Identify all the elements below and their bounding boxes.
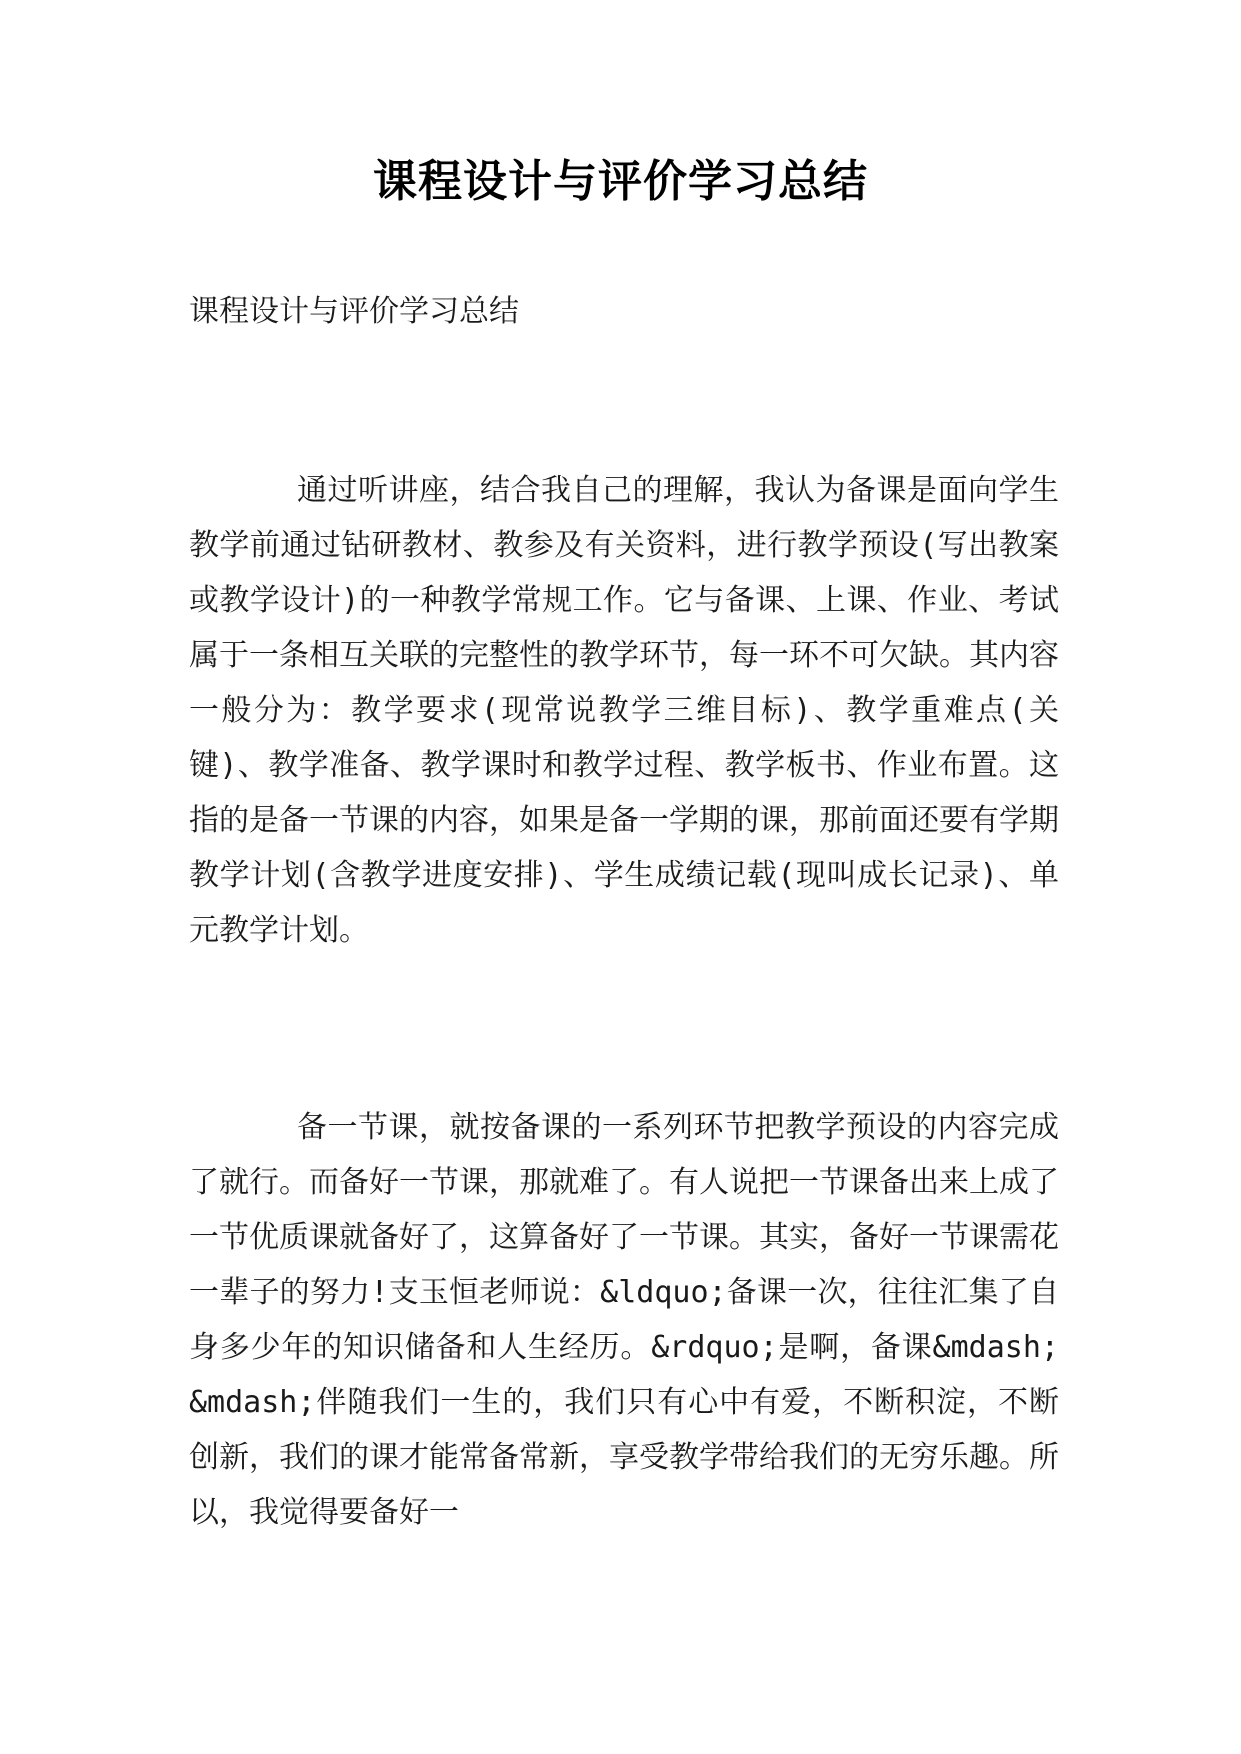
document-title: 课程设计与评价学习总结 — [373, 156, 868, 207]
document-subtitle: 课程设计与评价学习总结 — [189, 294, 519, 329]
body-paragraph-2: 备一节课，就按备课的一系列环节把教学预设的内容完成了就行。而备好一节课，那就难了。有人说把一节课备出来上成了一节优质课就备好了，这算备好了一节课。其实，备好一节课需花一辈子的努力!支玉恒老师说：&ldquo;备课一次，往往汇集了自身多少年的知识储备和人生经历。&rdquo;是啊，备课&mdash;&mdash;伴随我们一生的，我们只有心中有爱，不断积淀，不断创新，我们的课才能常备常新，享受教学带给我们的无穷乐趣。所以，我觉得要备好一 — [189, 1110, 1059, 1530]
body-paragraph-1: 通过听讲座，结合我自己的理解，我认为备课是面向学生教学前通过钻研教材、教参及有关资料，进行教学预设(写出教案或教学设计)的一种教学常规工作。它与备课、上课、作业、考试属于一条相互关联的完整性的教学环节，每一环不可欠缺。其内容一般分为：教学要求(现常说教学三维目标)、教学重难点(关键)、教学准备、教学课时和教学过程、教学板书、作业布置。这指的是备一节课的内容，如果是备一学期的课，那前面还要有学期教学计划(含教学进度安排)、学生成绩记载(现叫成长记录)、单元教学计划。 — [189, 473, 1059, 948]
